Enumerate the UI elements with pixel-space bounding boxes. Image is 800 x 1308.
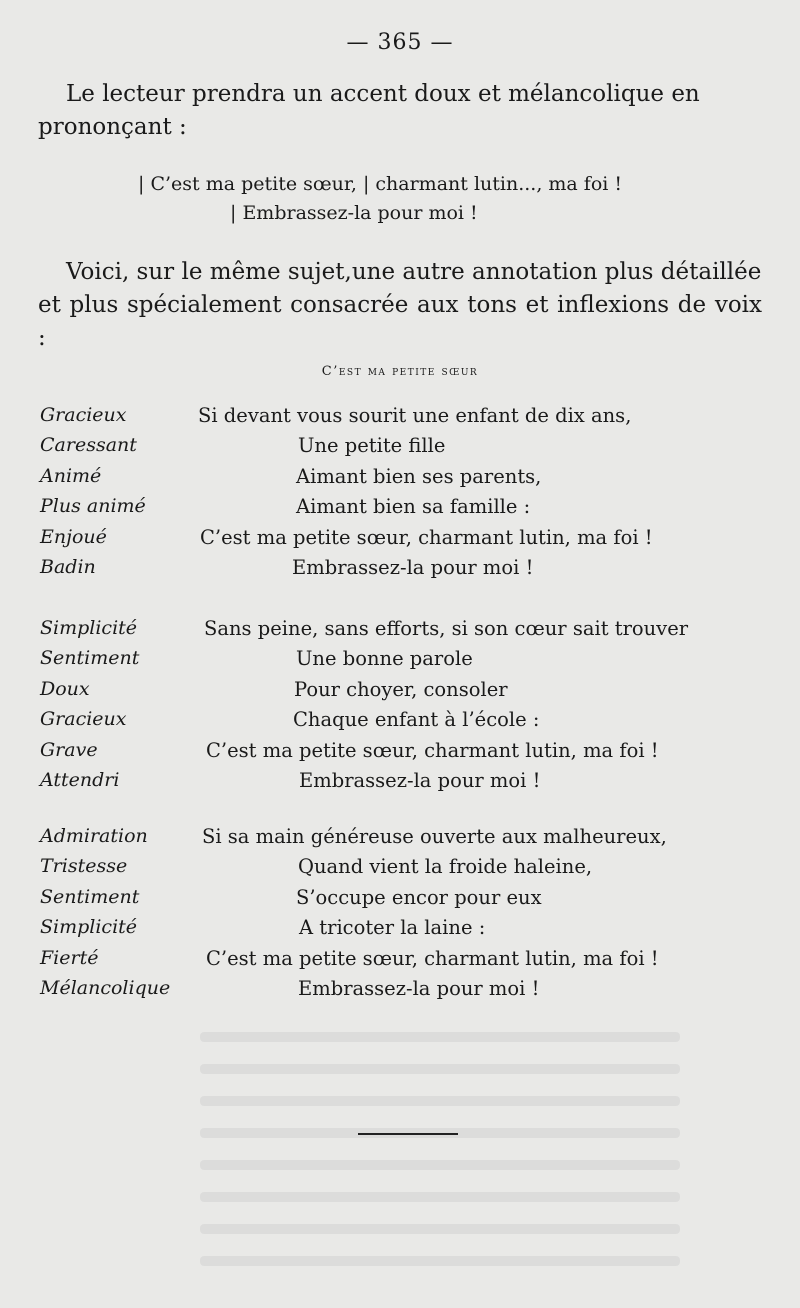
intro-line-2: prononçant : — [38, 114, 187, 140]
verse-line: C’est ma petite sœur, charmant lutin, ma foi ! — [206, 738, 659, 762]
verse-line: Aimant bien ses parents, — [296, 464, 542, 488]
verse-line: Une petite fille — [298, 434, 446, 458]
annotated-line — [0, 404, 800, 434]
tone-label: Mélancolique — [40, 976, 171, 999]
intro-line-1: Le lecteur prendra un accent doux et mélancolique en — [66, 81, 700, 107]
verse-line: Aimant bien sa famille : — [296, 495, 531, 519]
annotated-line — [0, 769, 800, 799]
tone-label: Sentiment — [40, 885, 140, 908]
verse-line: C’est ma petite sœur, charmant lutin, ma foi ! — [206, 946, 659, 970]
tone-label: Animé — [40, 464, 102, 487]
tone-label: Grave — [40, 738, 98, 761]
verse-line: Si devant vous sourit une enfant de dix ans, — [198, 404, 632, 427]
annotated-line — [0, 465, 800, 495]
tone-label: Caressant — [40, 434, 137, 457]
tone-label: Simplicité — [40, 617, 138, 639]
stanza-3 — [0, 825, 800, 1007]
verse-line: A tricoter la laine : — [299, 916, 486, 940]
verse-line: S’occupe encor pour eux — [296, 885, 542, 909]
verse-line: Embrassez-la pour moi ! — [298, 976, 540, 1000]
tone-label: Badin — [40, 555, 96, 578]
bleed-through-area — [0, 1010, 800, 1270]
annotated-line — [0, 526, 800, 556]
verse-line: Quand vient la froide haleine, — [298, 855, 593, 879]
tone-label: Gracieux — [40, 404, 127, 426]
annotated-line — [0, 708, 800, 738]
verse-line: Embrassez-la pour moi ! — [299, 768, 541, 792]
annotated-line — [0, 495, 800, 525]
second-line-2: et plus spécialement consacrée aux tons et inflexions de voix : — [38, 292, 762, 351]
tone-label: Gracieux — [40, 708, 127, 731]
annotated-line — [0, 678, 800, 708]
annotated-line — [0, 947, 800, 977]
verse-line: Pour choyer, consoler — [294, 677, 508, 701]
verse-line: Embrassez-la pour moi ! — [292, 555, 534, 579]
annotated-line — [0, 647, 800, 677]
tone-label: Fierté — [40, 946, 99, 969]
verse-line: C’est ma petite sœur, charmant lutin, ma foi ! — [200, 525, 653, 549]
tone-label: Attendri — [40, 768, 120, 791]
second-paragraph — [38, 256, 762, 355]
annotated-line — [0, 617, 800, 647]
verse-line: Si sa main généreuse ouverte aux malheureux, — [202, 825, 667, 848]
annotated-line — [0, 825, 800, 855]
poem-title: C’est ma petite sœur — [321, 364, 479, 379]
annotated-line — [0, 855, 800, 885]
quote-line-1: | C’est ma petite sœur, | charmant lutin..., ma foi ! — [138, 173, 623, 195]
second-line-1: Voici, sur le même sujet,une autre annotation plus détaillée — [66, 259, 762, 285]
intro-paragraph — [38, 78, 762, 144]
verse-line: Chaque enfant à l’école : — [293, 708, 540, 732]
stanza-2 — [0, 617, 800, 799]
annotated-line — [0, 434, 800, 464]
verse-line: Sans peine, sans efforts, si son cœur sait trouver — [204, 617, 689, 640]
annotated-line — [0, 739, 800, 769]
annotated-line — [0, 916, 800, 946]
ink-stroke — [358, 1133, 458, 1135]
tone-label: Doux — [40, 677, 90, 700]
tone-label: Plus animé — [40, 495, 146, 518]
page-number: — 365 — — [346, 30, 454, 55]
tone-label: Tristesse — [40, 855, 128, 878]
stanza-1 — [0, 404, 800, 586]
tone-label: Sentiment — [40, 647, 140, 670]
annotated-line — [0, 977, 800, 1007]
tone-label: Enjoué — [40, 525, 107, 548]
verse-line: Une bonne parole — [296, 647, 473, 671]
tone-label: Admiration — [40, 825, 148, 847]
annotated-line — [0, 556, 800, 586]
quote-line-2: | Embrassez-la pour moi ! — [230, 202, 478, 224]
annotated-line — [0, 886, 800, 916]
tone-label: Simplicité — [40, 916, 138, 939]
